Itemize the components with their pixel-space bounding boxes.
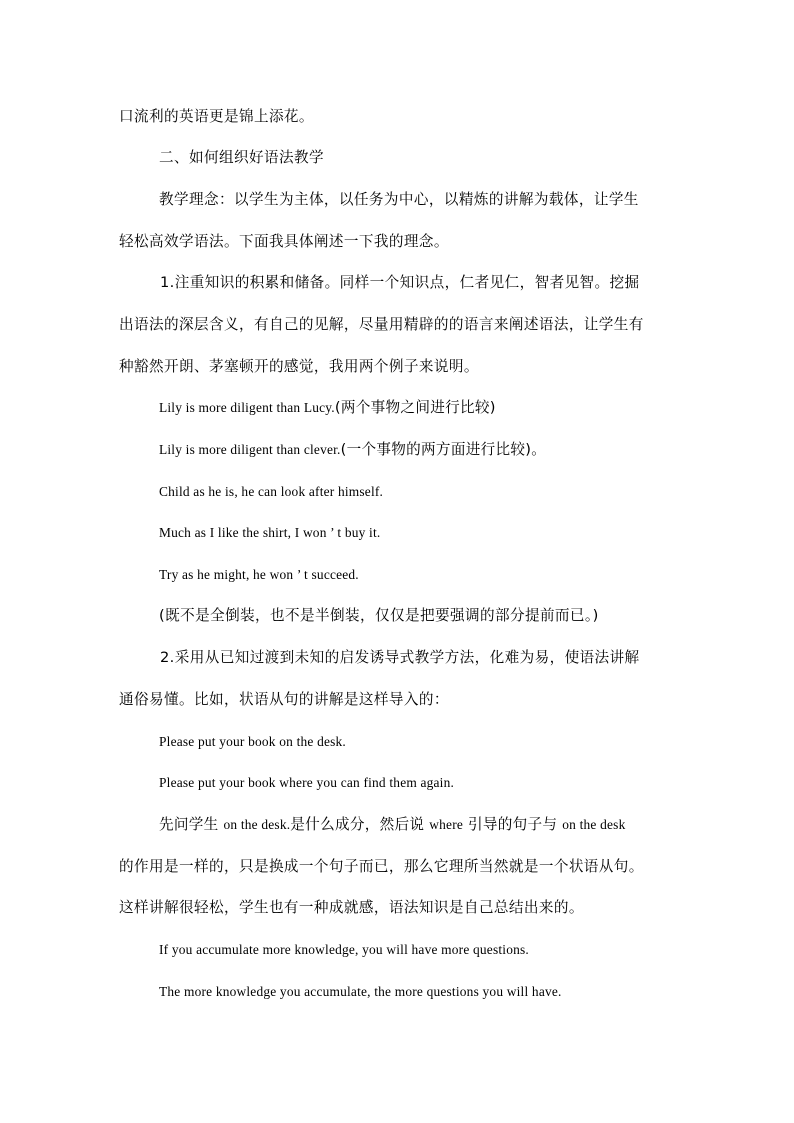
paragraph-line: 的作用是一样的，只是换成一个句子而已，那么它理所当然就是一个状语从句。 xyxy=(119,858,644,875)
paragraph-line: 通俗易懂。比如，状语从句的讲解是这样导入的： xyxy=(119,691,449,708)
example-sentence xyxy=(159,398,496,418)
example-sentence: Please put your book on the desk. xyxy=(159,734,346,749)
english-text: where xyxy=(429,817,463,832)
paragraph-line: (既不是全倒装，也不是半倒装，仅仅是把要强调的部分提前而已。) xyxy=(159,607,599,624)
paragraph-line: 2.采用从已知过渡到未知的启发诱导式教学方法，化难为易，使语法讲解 xyxy=(160,649,640,666)
example-sentence: If you accumulate more knowledge, you will have more questions. xyxy=(159,942,529,957)
paragraph-line: 教学理念：以学生为主体，以任务为中心，以精炼的讲解为载体，让学生 xyxy=(159,191,639,208)
paragraph-line: 出语法的深层含义，有自己的见解，尽量用精辟的的语言来阐述语法，让学生有 xyxy=(119,316,644,333)
paragraph-line: 轻松高效学语法。下面我具体阐述一下我的理念。 xyxy=(119,233,449,250)
example-sentence: Much as I like the shirt, I won ’ t buy it. xyxy=(159,525,381,540)
english-text: on the desk. xyxy=(223,817,291,832)
chinese-text: 引导的句子与 xyxy=(467,816,558,833)
paragraph-line: 1.注重知识的积累和储备。同样一个知识点，仁者见仁，智者见智。挖掘 xyxy=(160,274,640,291)
paragraph-line: 这样讲解很轻松，学生也有一种成就感，语法知识是自己总结出来的。 xyxy=(119,899,584,916)
chinese-text: 先问学生 xyxy=(159,816,219,833)
english-text: Lily is more diligent than clever. xyxy=(159,442,341,457)
chinese-text: 是什么成分，然后说 xyxy=(290,816,425,833)
english-text: Lily is more diligent than Lucy. xyxy=(159,400,335,415)
example-sentence: Child as he is, he can look after himself. xyxy=(159,484,384,499)
example-sentence: Please put your book where you can find them again. xyxy=(159,775,455,790)
example-sentence xyxy=(159,440,546,460)
section-heading: 二、如何组织好语法教学 xyxy=(159,149,324,166)
english-text: on the desk xyxy=(562,817,626,832)
example-sentence: Try as he might, he won ’ t succeed. xyxy=(159,567,359,582)
paragraph-line xyxy=(159,815,625,835)
example-sentence: The more knowledge you accumulate, the more questions you will have. xyxy=(159,984,562,999)
paragraph-line: 口流利的英语更是锦上添花。 xyxy=(119,108,314,125)
chinese-note: (两个事物之间进行比较) xyxy=(334,399,496,416)
paragraph-line: 种豁然开朗、茅塞顿开的感觉，我用两个例子来说明。 xyxy=(119,358,479,375)
chinese-note: (一个事物的两方面进行比较)。 xyxy=(340,441,547,458)
